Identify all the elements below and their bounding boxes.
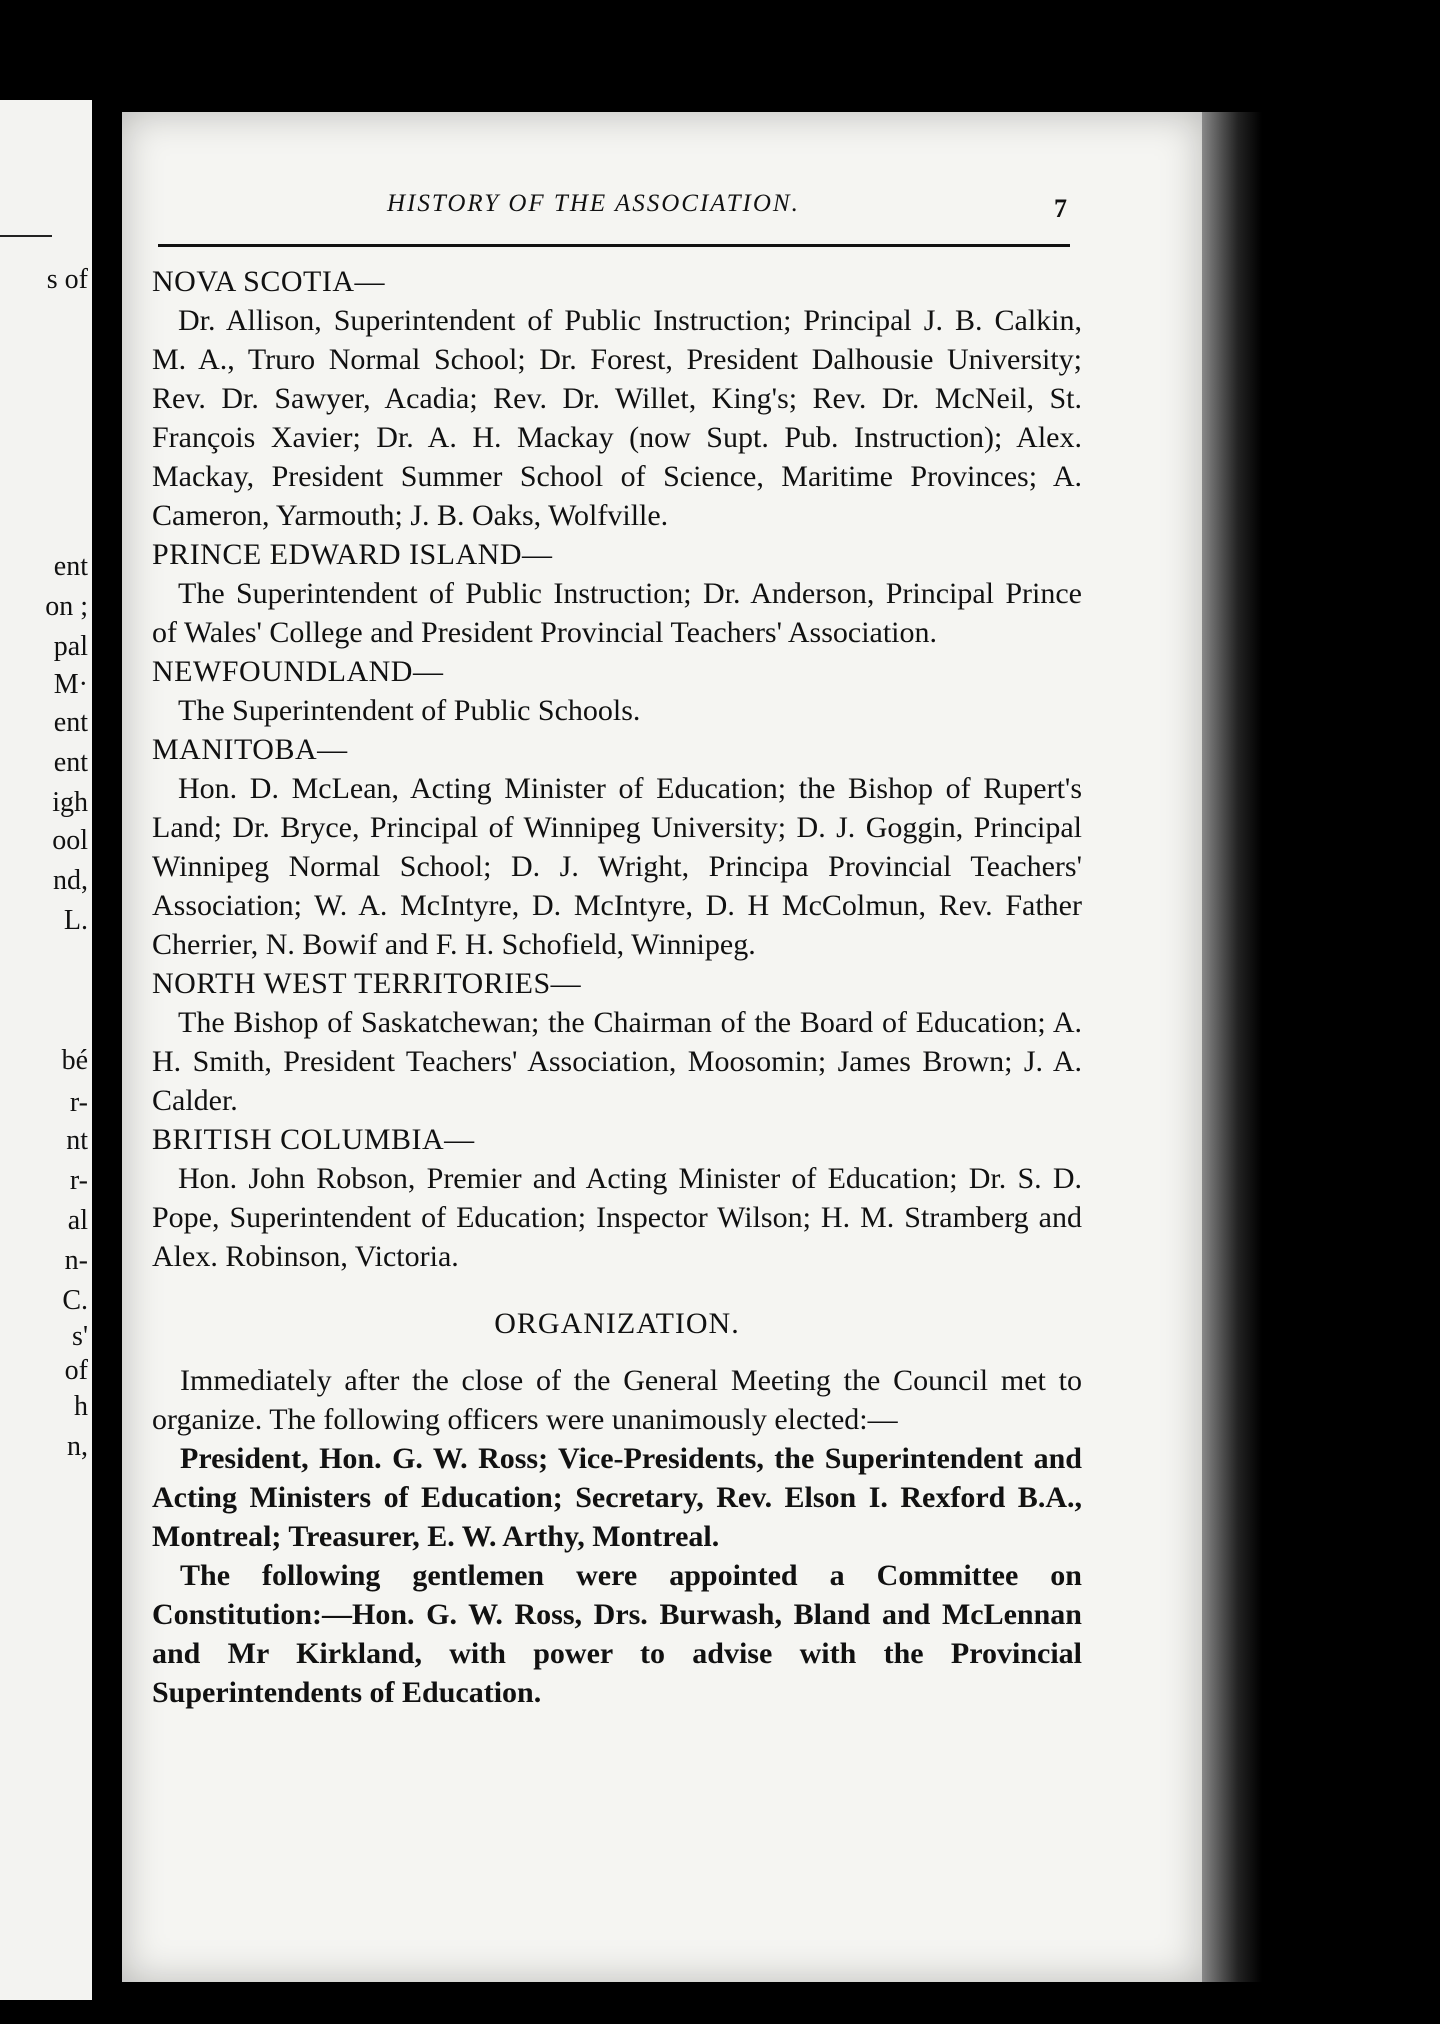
- section-heading: PRINCE EDWARD ISLAND—: [152, 538, 553, 571]
- page-body: [152, 262, 1082, 1712]
- organization-title: ORGANIZATION.: [494, 1307, 740, 1340]
- section-prince-edward-island: [152, 535, 1082, 652]
- left-page-fragment: [0, 100, 92, 2000]
- left-page-text-fragment: C.: [62, 1285, 88, 1316]
- left-page-text-fragment: n-: [64, 1245, 88, 1276]
- left-page-rule: [0, 235, 52, 237]
- section-newfoundland: [152, 652, 1082, 730]
- left-page-text-fragment: nd,: [53, 865, 88, 896]
- left-page-text-fragment: igh: [52, 787, 88, 818]
- left-page-text-fragment: ent: [53, 747, 88, 778]
- left-page-text-fragment: n,: [67, 1431, 88, 1462]
- section-body: The Bishop of Saskatchewan; the Chairman of the Board of Education; A. H. Smith, President Teachers' Association, Moosomin; James Brown; J. A. Calder.: [152, 1006, 1082, 1117]
- section-north-west-territories: [152, 964, 1082, 1120]
- section-heading: NORTH WEST TERRITORIES—: [152, 967, 582, 1000]
- left-page-text-fragment: nt: [66, 1125, 88, 1156]
- left-page-text-fragment: h: [74, 1391, 88, 1422]
- left-page-text-fragment: on ;: [45, 591, 88, 622]
- left-page-text-fragment: s': [72, 1321, 88, 1352]
- page-number: 7: [1054, 194, 1067, 223]
- left-page-text-fragment: r-: [69, 1087, 88, 1118]
- section-body: Dr. Allison, Superintendent of Public Instruction; Principal J. B. Calkin, M. A., Truro Normal School; Dr. Forest, President Dalhousie University; Rev. Dr. Sawyer, Acadia; Rev. Dr. Willet, King's; Rev. Dr. McNeil, St. François Xavier; Dr. A. H. Mackay (now Supt. Pub. Instruction); Alex. Mackay, President Summer School of Science, Maritime Provinces; A. Cameron, Yarmouth; J. B. Oaks, Wolfville.: [152, 304, 1082, 532]
- left-page-text-fragment: ent: [53, 707, 88, 738]
- left-page-text-fragment: al: [67, 1205, 88, 1236]
- organization-paragraph: President, Hon. G. W. Ross; Vice-Presidents, the Superintendent and Acting Ministers of Education; Secretary, Rev. Elson I. Rexford B.A., Montreal; Treasurer, E. W. Arthy, Montreal.: [152, 1442, 1082, 1553]
- left-page-text-fragment: ool: [52, 825, 88, 856]
- running-head: HISTORY OF THE ASSOCIATION.: [387, 190, 800, 217]
- left-page-text-fragment: bé: [61, 1045, 88, 1076]
- section-body: The Superintendent of Public Schools.: [178, 694, 641, 727]
- section-body: Hon. D. McLean, Acting Minister of Education; the Bishop of Rupert's Land; Dr. Bryce, Principal of Winnipeg University; D. J. Goggin, Principal Winnipeg Normal School; D. J. Wright, Principa Provincial Teachers' Association; W. A. McIntyre, D. McIntyre, D. H McColmun, Rev. Father Cherrier, N. Bowif and F. H. Schofield, Winnipeg.: [152, 772, 1082, 961]
- section-heading: MANITOBA—: [152, 733, 348, 766]
- left-page-text-fragment: M·: [53, 669, 88, 700]
- section-british-columbia: [152, 1120, 1082, 1276]
- section-heading: NEWFOUNDLAND—: [152, 655, 444, 688]
- left-page-text-fragment: r-: [69, 1165, 88, 1196]
- page-edge-shadow: [1202, 112, 1262, 1982]
- header-rule: [158, 244, 1070, 247]
- section-body: Hon. John Robson, Premier and Acting Minister of Education; Dr. S. D. Pope, Superintendent of Education; Inspector Wilson; H. M. Stramberg and Alex. Robinson, Victoria.: [152, 1162, 1082, 1273]
- left-page-text-fragment: L.: [63, 905, 88, 936]
- section-nova-scotia: [152, 262, 1082, 535]
- left-page-text-fragment: of: [64, 1355, 88, 1386]
- left-page-text-fragment: ent: [53, 551, 88, 582]
- left-page-text-fragment: pal: [53, 631, 88, 662]
- section-heading: BRITISH COLUMBIA—: [152, 1123, 475, 1156]
- book-page: [122, 112, 1202, 1982]
- section-manitoba: [152, 730, 1082, 964]
- organization-paragraph: Immediately after the close of the General Meeting the Council met to organize. The following officers were unanimously elected:—: [152, 1364, 1082, 1436]
- left-page-text-fragment: s of: [46, 264, 88, 295]
- section-body: The Superintendent of Public Instruction; Dr. Anderson, Principal Prince of Wales' College and President Provincial Teachers' Association.: [152, 577, 1082, 649]
- organization-paragraph: The following gentlemen were appointed a Committee on Constitution:—Hon. G. W. Ross, Drs. Burwash, Bland and McLennan and Mr Kirkland, with power to advise with the Provincial Superintendents of Education.: [152, 1559, 1082, 1709]
- section-heading: NOVA SCOTIA—: [152, 265, 385, 298]
